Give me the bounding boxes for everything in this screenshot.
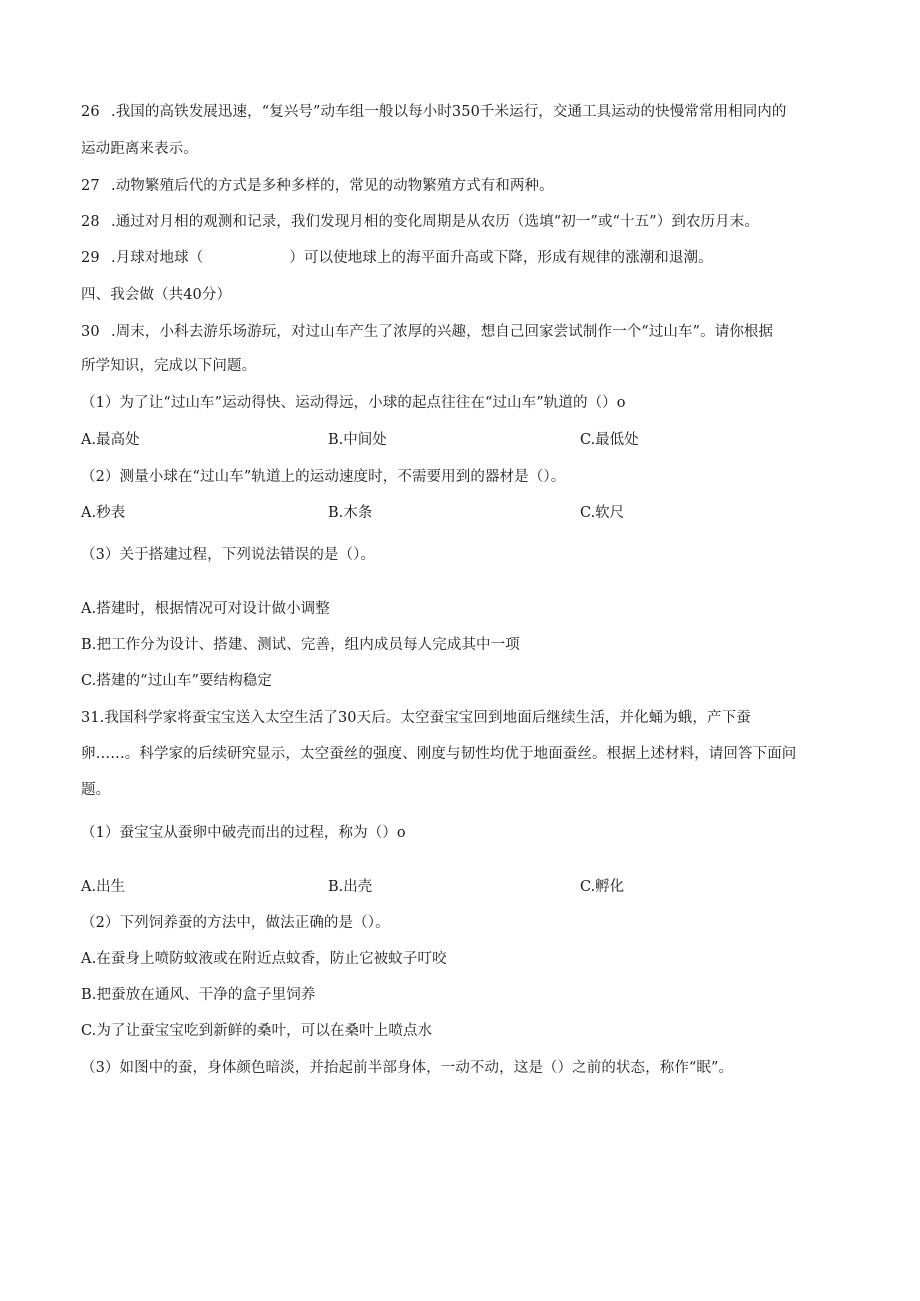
option-b: B.把工作分为设计、搭建、测试、完善，组内成员每人完成其中一项 [81, 637, 520, 653]
option-a: A.搭建时，根据情况可对设计做小调整 [81, 601, 330, 617]
question-26-line-2: 运动距离来表示。 [81, 141, 198, 157]
option-c: C.最低处 [580, 432, 639, 448]
question-30-sub-3: （3）关于搭建过程，下列说法错误的是（）。 [81, 547, 376, 563]
question-27 [81, 176, 554, 196]
option-c: C.搭建的“过山车”要结构稳定 [81, 673, 273, 689]
question-30-line-1 [81, 322, 773, 342]
question-text-before: .月球对地球（ [111, 250, 204, 266]
question-30-sub-1: （1）为了让“过山车”运动得快、运动得远，小球的起点往往在“过山车”轨道的（）o [81, 395, 626, 411]
option-a: A.出生 [81, 879, 126, 895]
question-31-sub-3: （3）如图中的蚕，身体颜色暗淡，并抬起前半部身体，一动不动，这是（）之前的状态，称作“眠”。 [81, 1060, 734, 1076]
option-c: C.软尺 [580, 505, 625, 521]
question-text: .通过对月相的观测和记录，我们发现月相的变化周期是从农历（选填“初一”或“十五”）到农历月末。 [111, 214, 759, 230]
option-b: B.把蚕放在通风、干净的盒子里饲养 [81, 987, 316, 1003]
question-29 [81, 248, 713, 268]
question-31-sub-2: （2）下列饲养蚕的方法中，做法正确的是（）。 [81, 915, 390, 931]
question-30-line-2: 所学知识，完成以下问题。 [81, 358, 257, 374]
question-text: .动物繁殖后代的方式是多种多样的，常见的动物繁殖方式有和两种。 [111, 178, 554, 194]
option-b: B.中间处 [328, 432, 387, 448]
question-28 [81, 212, 759, 232]
option-a: A.最高处 [81, 432, 140, 448]
question-31-line-2: 卵……。科学家的后续研究显示，太空蚕丝的强度、刚度与韧性均优于地面蚕丝。根据上述材料，请回答下面问 [81, 746, 797, 762]
section-4-title: 四、我会做（共40分） [81, 287, 232, 303]
question-31-line-1: 31.我国科学家将蚕宝宝送入太空生活了30天后。太空蚕宝宝回到地面后继续生活，并化蛹为蛾，产下蚕 [81, 710, 751, 726]
question-text: .我国的高铁发展迅速，“复兴号”动车组一般以每小时350千米运行，交通工具运动的快慢常常用相同内的 [111, 104, 787, 120]
question-number: 28 [81, 214, 100, 230]
question-number: 30 [81, 324, 100, 340]
question-text-after: ）可以使地球上的海平面升高或下降，形成有规律的涨潮和退潮。 [289, 250, 713, 266]
option-c: C.孵化 [580, 879, 625, 895]
question-number: 26 [81, 104, 100, 120]
question-31-line-3: 题。 [81, 782, 111, 798]
option-a: A.在蚕身上喷防蚊液或在附近点蚊香，防止它被蚊子叮咬 [81, 951, 447, 967]
question-26-line-1 [81, 102, 787, 122]
question-text: .周末，小科去游乐场游玩，对过山车产生了浓厚的兴趣，想自己回家尝试制作一个“过山车”。请你根据 [111, 324, 774, 340]
option-a: A.秒表 [81, 505, 126, 521]
option-b: B.木条 [328, 505, 373, 521]
question-number: 27 [81, 178, 100, 194]
option-b: B.出壳 [328, 879, 373, 895]
question-number: 29 [81, 250, 100, 266]
option-c: C.为了让蚕宝宝吃到新鲜的桑叶，可以在桑叶上喷点水 [81, 1023, 433, 1039]
question-31-sub-1: （1）蚕宝宝从蚕卵中破壳而出的过程，称为（）o [81, 825, 406, 841]
question-30-sub-2: （2）测量小球在“过山车”轨道上的运动速度时，不需要用到的器材是（）。 [81, 469, 566, 485]
